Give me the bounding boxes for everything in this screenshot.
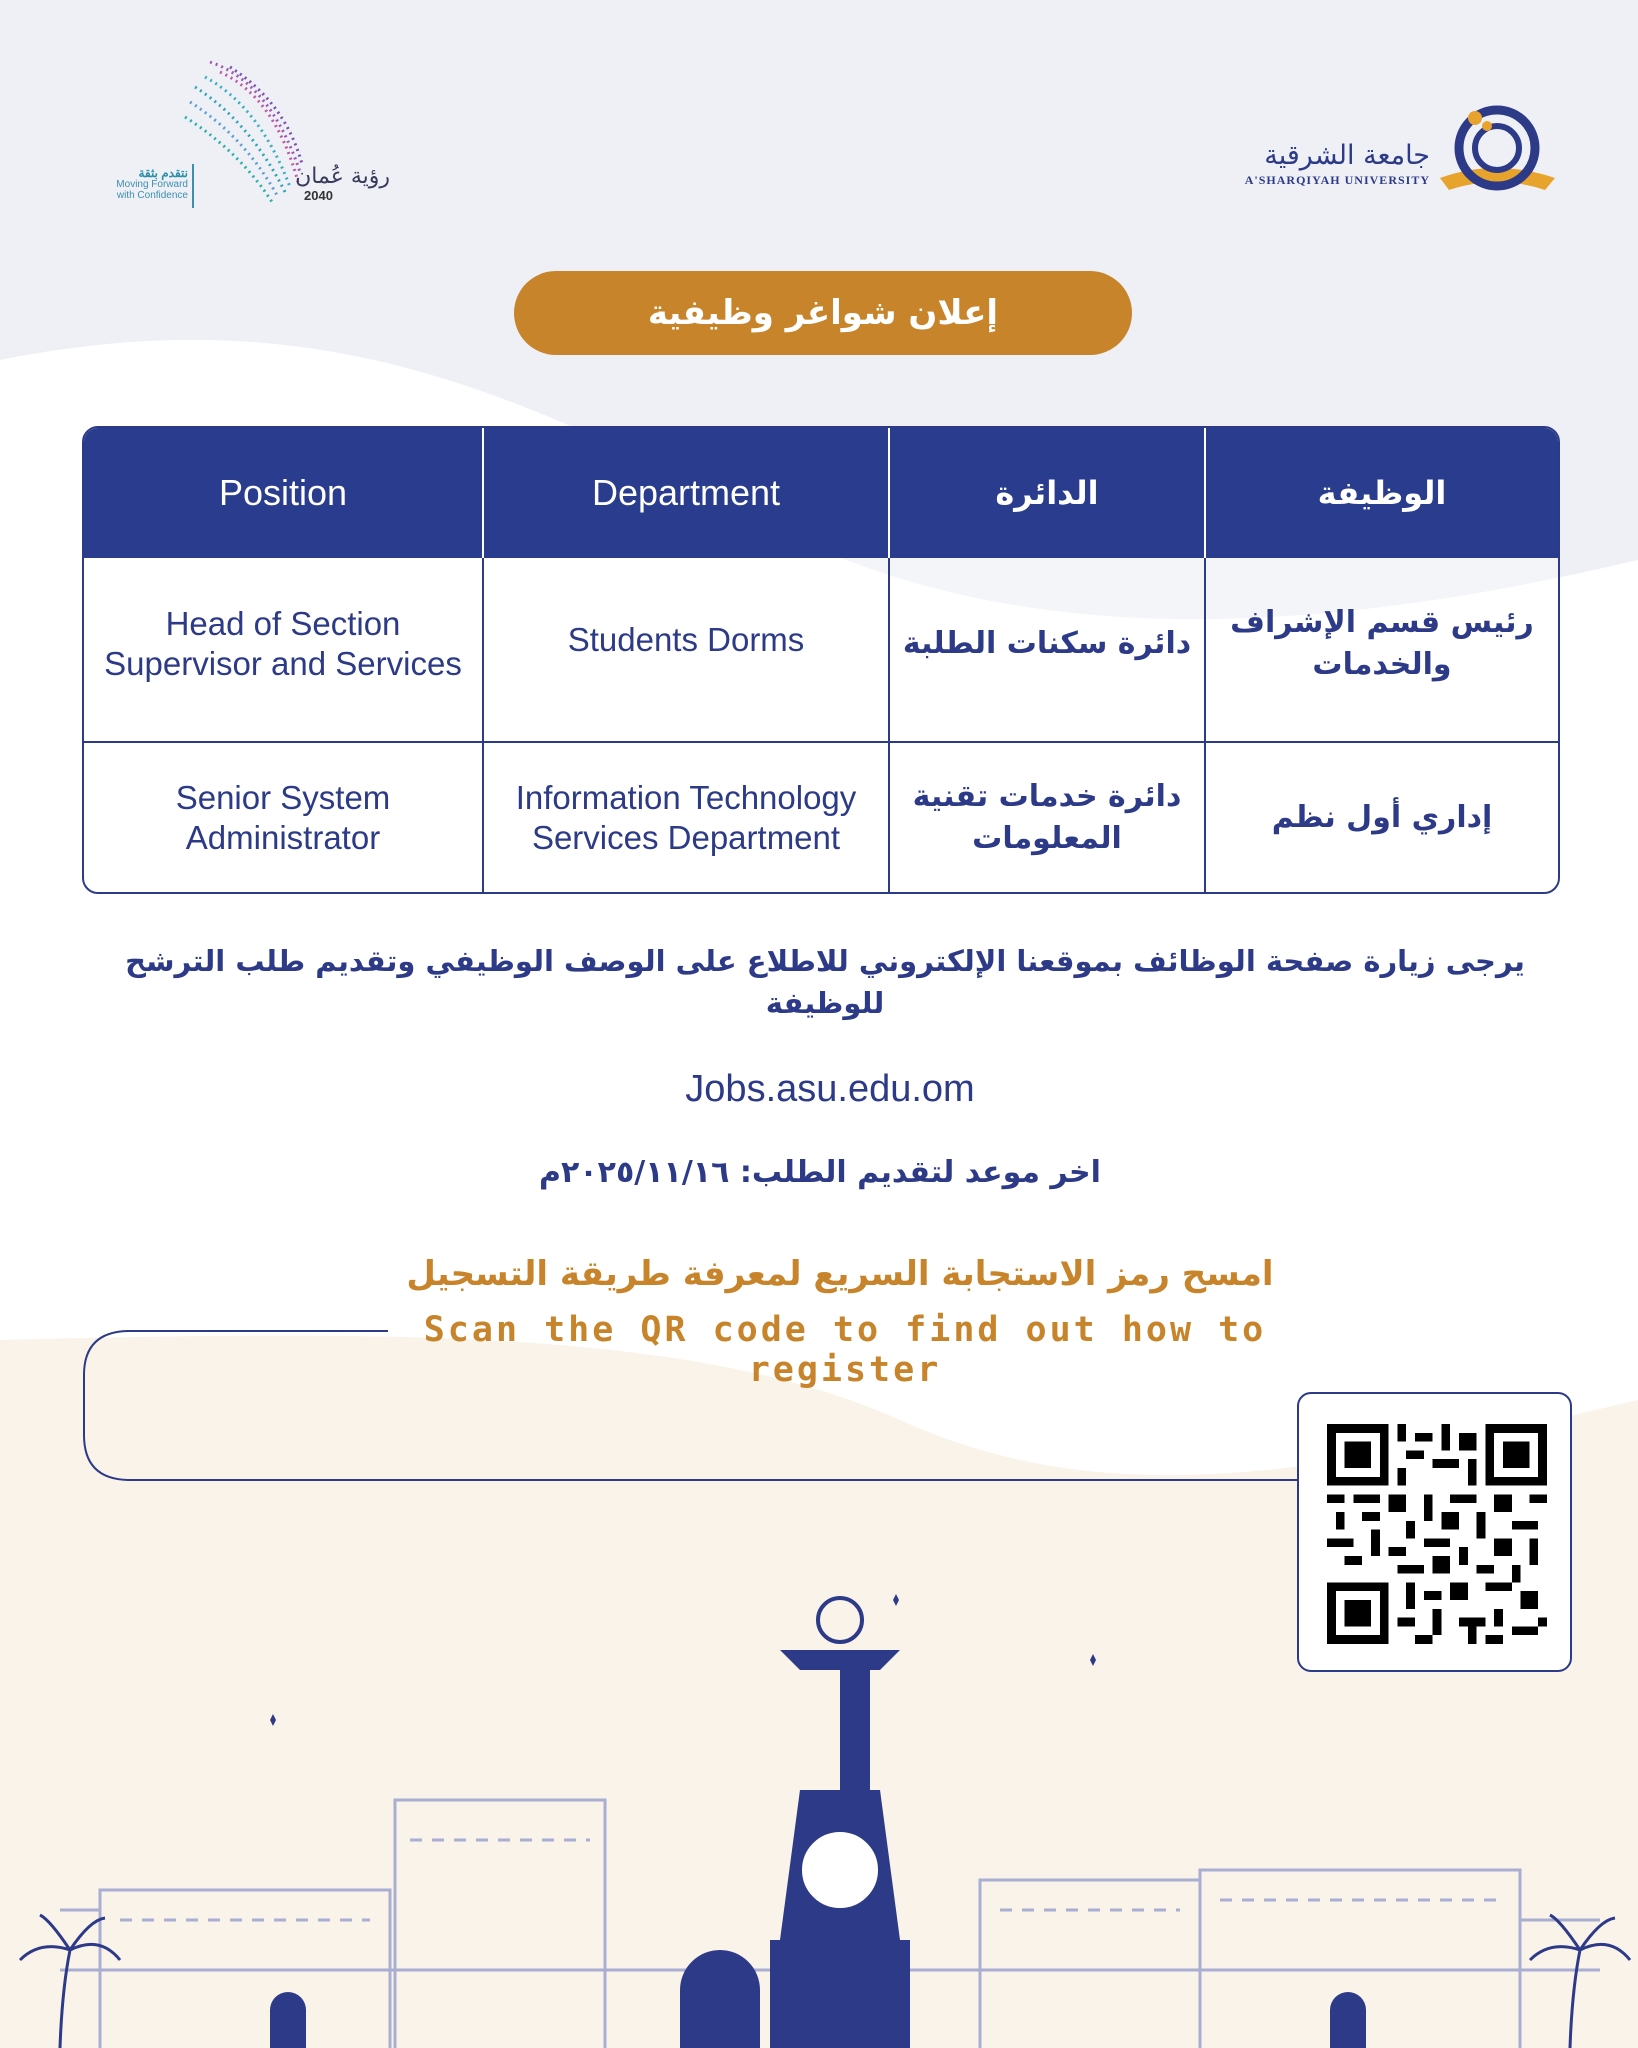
row-department: Information Technology Services Department [484, 741, 890, 894]
header-department-ar: الدائرة [890, 428, 1206, 558]
row-department-ar: دائرة سكنات الطلبة [890, 558, 1206, 741]
table-header-row [84, 428, 1558, 558]
asharqiyah-university-logo [1220, 98, 1560, 218]
visit-website-text: يرجى زيارة صفحة الوظائف بموقعنا الإلكتروني للاطلاع على الوصف الوظيفي وتقديم طلب الترشح للوظيفة [125, 944, 1525, 1020]
university-name-en: A'SHARQIYAH UNIVERSITY [1244, 173, 1430, 187]
row-department-ar: دائرة خدمات تقنية المعلومات [890, 741, 1206, 894]
row-position-ar: إداري أول نظم [1271, 799, 1493, 835]
header-department: Department [484, 428, 890, 558]
table-row [84, 558, 1558, 743]
row-position-ar: رئيس قسم الإشراف والخدمات [1230, 604, 1534, 682]
job-vacancies-table [82, 426, 1560, 894]
vision-tagline-en-1: Moving Forward [116, 179, 188, 190]
page-title: إعلان شواغر وظيفية [514, 271, 1132, 355]
campus-skyline-illustration [0, 1540, 1638, 2048]
row-department: Students Dorms [484, 558, 890, 741]
university-name-ar: جامعة الشرقية [1264, 140, 1430, 171]
scan-instruction-en: Scan the QR code to find out how to register [423, 1310, 1267, 1390]
vision-year: 2040 [304, 188, 333, 203]
header-position: Position [84, 428, 484, 558]
university-emblem-icon [1435, 98, 1560, 208]
vision-name-ar: رؤية عُمان [295, 164, 390, 189]
header-position-ar: الوظيفة [1317, 474, 1447, 512]
vision-tagline-en-2: with Confidence [116, 190, 188, 201]
vision-divider [192, 164, 194, 208]
vision-tagline [88, 168, 188, 201]
row-position: Head of Section Supervisor and Services [84, 558, 484, 741]
oman-vision-2040-logo [80, 52, 390, 222]
jobs-url-link[interactable]: Jobs.asu.edu.om [685, 1068, 975, 1110]
vision-name [270, 164, 390, 202]
scan-instruction-ar: امسح رمز الاستجابة السريع لمعرفة طريقة التسجيل [406, 1254, 1274, 1294]
row-position: Senior System Administrator [84, 741, 484, 894]
table-row [84, 741, 1558, 894]
vision-tagline-ar: نتقدم بثقة [138, 166, 188, 180]
application-deadline: اخر موعد لتقديم الطلب: ٢٠٢٥/١١/١٦م [539, 1155, 1101, 1190]
university-name [1220, 140, 1430, 188]
